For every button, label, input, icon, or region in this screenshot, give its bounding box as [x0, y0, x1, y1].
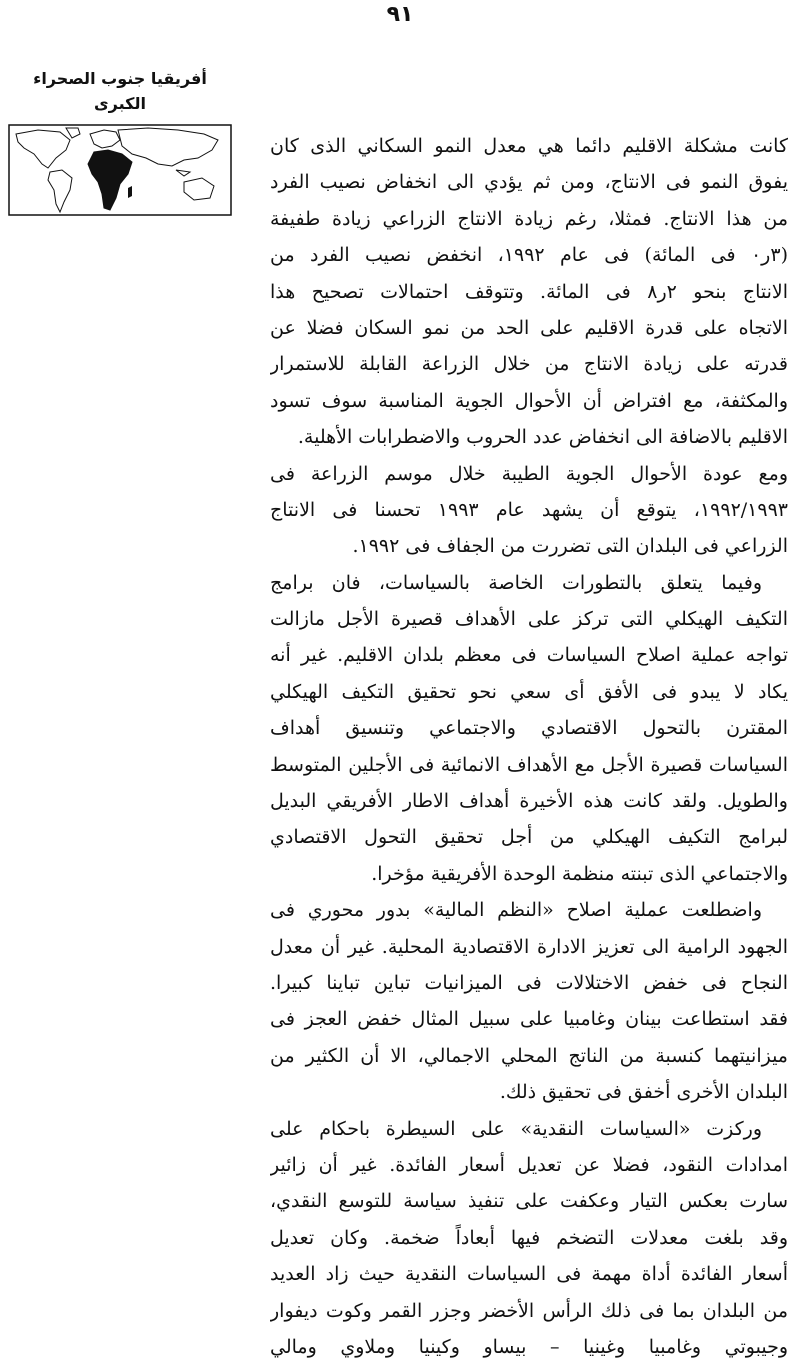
side-heading-line-1: أفريقيا جنوب الصحراء [33, 69, 207, 88]
paragraph-4-line-3: النجاح فى خفض الاختلالات فى الميزانيات تباين تباينا كبيرا. [270, 971, 788, 994]
paragraph-3-line-5: المقترن بالتحول الاقتصادي والاجتماعي وتنسيق أهداف [270, 717, 788, 740]
paragraph-5-line-2: امدادات النقود، فضلا عن تعديل أسعار الفائدة. غير أن زائير [270, 1153, 788, 1176]
paragraph-4-line-1: واضطلعت عملية اصلاح «النظم المالية» بدور محوري فى [270, 899, 762, 922]
paragraph-1-line-5: الانتاج بنحو ٢ر٨ فى المائة. وتتوقف احتمالات تصحيح هذا [270, 280, 788, 303]
paragraph-5-line-1: وركزت «السياسات النقدية» على السيطرة باحكام على [270, 1117, 762, 1140]
paragraph-3-line-9: والاجتماعي الذى تبنته منظمة الوحدة الأفريقية مؤخرا. [371, 862, 788, 885]
paragraph-3-line-3: تواجه عملية اصلاح السياسات فى معظم بلدان الاقليم. غير أنه [270, 644, 788, 667]
paragraph-3-line-1: وفيما يتعلق بالتطورات الخاصة بالسياسات، فان برامج [270, 571, 762, 594]
paragraph-1-line-8: والمكثفة، مع افتراض أن الأحوال الجوية المناسبة سوف تسود [270, 389, 788, 412]
paragraph-5-line-3: سارت بعكس التيار وعكفت على تنفيذ سياسة للتوسع النقدي، [270, 1190, 788, 1213]
paragraph-3-line-2: التكيف الهيكلي التى تركز على الأهداف قصيرة الأجل مازالت [270, 608, 788, 631]
paragraph-4-line-2: الجهود الرامية الى تعزيز الادارة الاقتصادية المحلية. غير أن معدل [270, 935, 788, 958]
africa-map-icon [8, 124, 232, 216]
paragraph-1-line-4: (٣ر٠ فى المائة) فى عام ١٩٩٢، انخفض نصيب الفرد من [270, 244, 788, 267]
paragraph-4-line-4: فقد استطاعت بينان وغامبيا على سبيل المثال خفض العجز فى [270, 1008, 788, 1031]
paragraph-2-line-3: الزراعي فى البلدان التى تضررت من الجفاف فى ١٩٩٢. [352, 535, 788, 558]
page-number: ٩١ [386, 2, 414, 27]
paragraph-3-line-4: يكاد لا يبدو فى الأفق أى سعي نحو تحقيق التكيف الهيكلي [270, 680, 788, 703]
paragraph-4-line-5: ميزانيتهما كنسبة من الناتج المحلي الاجمالي، الا أن الكثير من [270, 1044, 788, 1067]
paragraph-2-line-2: ١٩٩٢/١٩٩٣، يتوقع أن يشهد عام ١٩٩٣ تحسنا فى الانتاج [270, 498, 788, 521]
paragraph-1-line-2: يفوق النمو فى الانتاج، ومن ثم يؤدي الى انخفاض نصيب الفرد [270, 171, 788, 194]
paragraph-3-line-6: السياسات قصيرة الأجل مع الأهداف الانمائية فى الأجلين المتوسط [270, 753, 788, 776]
paragraph-1-line-7: قدرته على زيادة الانتاج من خلال الزراعة القابلة للاستمرار [270, 353, 788, 376]
side-heading-line-2: الكبرى [94, 94, 146, 113]
side-heading [0, 66, 240, 116]
paragraph-1-line-1: كانت مشكلة الاقليم دائما هي معدل النمو السكاني الذى كان [270, 135, 788, 157]
paragraph-3-line-8: لبرامج التكيف الهيكلي من أجل تحقيق التحول الاقتصادي [270, 826, 788, 849]
paragraph-1-line-6: الاتجاه على قدرة الاقليم على الحد من نمو السكان فضلا عن [270, 316, 788, 339]
paragraph-4-line-6: البلدان الأخرى أخفق فى تحقيق ذلك. [499, 1081, 788, 1104]
paragraph-1-line-3: من هذا الانتاج. فمثلا، رغم زيادة الانتاج الزراعي زيادة طفيفة [270, 207, 788, 230]
paragraph-1-line-9: الاقليم بالاضافة الى انخفاض عدد الحروب والاضطرابات الأهلية. [297, 426, 788, 449]
paragraph-5-line-6: من البلدان بما فى ذلك الرأس الأخضر وجزر القمر وكوت ديفوار [270, 1299, 788, 1322]
paragraph-3-line-7: والطويل. ولقد كانت هذه الأخيرة أهداف الاطار الأفريقي البديل [270, 790, 788, 813]
body-text [270, 128, 788, 1365]
paragraph-5-line-4: وقد بلغت معدلات التضخم فيها أبعاداً ضخمة. وكان تعديل [270, 1226, 788, 1249]
paragraph-5-line-7: وجيبوتي وغامبيا وغينيا – بيساو وكينيا وملاوي ومالي [270, 1335, 788, 1358]
madagascar-shape [128, 186, 132, 198]
paragraph-5-line-5: أسعار الفائدة أداة مهمة فى السياسات النقدية حيث زاد العديد [270, 1263, 788, 1286]
paragraph-2-line-1: ومع عودة الأحوال الجوية الطيبة خلال موسم الزراعة فى [270, 462, 788, 485]
